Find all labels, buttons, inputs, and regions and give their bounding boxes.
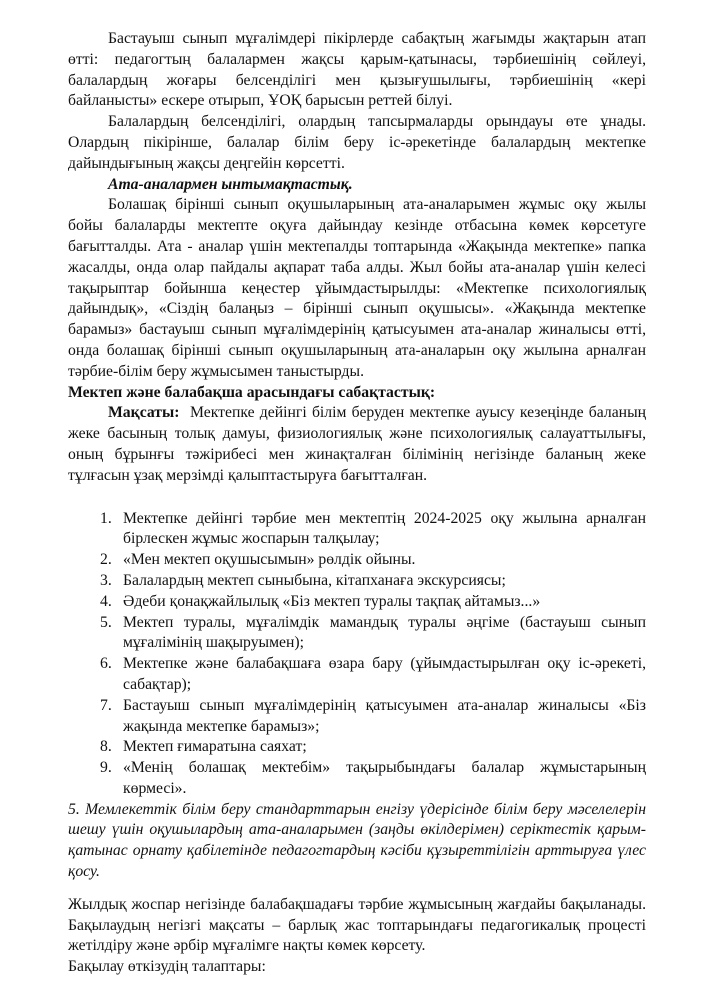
paragraph-teacher-feedback: Бастауыш сынып мұғалімдері пікірлерде сабақтың жағымды жақтарын атап өтті: педагогтың балалармен жақсы қарым-қатынасы, тәрбиешінің сөйлеуі, балалардың жоғары белсенділігі мен қызығушылығы, тәрбиешінің «кері байланысты» ескере отырып, ҰОҚ барысын реттей білуі. (68, 30, 646, 110)
list-item: 3. Балалардың мектеп сыныбына, кітапханаға экскурсиясы; (100, 571, 506, 589)
list-item: 6. Мектепке және балабақшаға өзара бару (ұйымдастырылған оқу іс-әрекеті, сабақтар); (100, 655, 646, 693)
list-item: 4. Әдеби қонақжайлылық «Біз мектеп туралы тақпақ айтамыз...» (100, 592, 541, 610)
activity-list (68, 509, 646, 800)
spacer (68, 487, 646, 509)
paragraph-control-requirements: Бақылау өткізудің талаптары: (68, 958, 266, 976)
goal-label: Мақсаты: (108, 404, 180, 422)
list-item: 8. Мектеп ғимаратына саяхат; (100, 738, 307, 756)
paragraph-goal (68, 403, 646, 486)
heading-parents-cooperation: Ата-аналармен ынтымақтастық. (108, 175, 353, 193)
document-page (68, 29, 646, 978)
paragraph-children-activity: Балалардың белсенділігі, олардың тапсырмаларды орындауы өте ұнады. Олардың пікірінше, балалар білім беру іс-әрекетінде балалардың мектепке дайындығының жақсы деңгейін көрсетті. (68, 113, 646, 172)
list-item: 5. Мектеп туралы, мұғалімдік мамандық туралы әңгіме (бастауыш сынып мұғалімінің шақыруымен); (100, 613, 646, 652)
spacer (68, 883, 646, 895)
goal-text: Мектепке дейінгі білім беруден мектепке ауысу кезеңінде баланың жеке басының толық дамуы, физиологиялық және психологиялық салауаттылығы, оның бұрынғы тәжірибесі мен жинақталған білімінің негізінде баланың жеке тұлғасын ұзақ мерзімді қалыптастыруға бағытталған. (68, 404, 646, 484)
note-standards: 5. Мемлекеттік білім беру стандарттарын енгізу үдерісінде білім беру мәселелерін шешу үшін оқушылардың ата-аналарымен (заңды өкілдерімен) серіктестік қарым-қатынас орнату қабілетінде педагогтардың кәсіби құзыреттілігін арттыруға үлес қосу. (68, 800, 646, 881)
list-item: 9. «Менің болашақ мектебім» тақырыбындағы балалар жұмыстарының көрмесі». (100, 759, 646, 797)
list-item: 1. Мектепке дейінгі тәрбие мен мектептің 2024-2025 оқу жылына арналған бірлескен жұмыс жоспарын талқылау; (100, 509, 646, 548)
heading-school-kindergarten-continuity: Мектеп және балабақша арасындағы сабақтастық: (68, 383, 436, 401)
list-item: 2. «Мен мектеп оқушысымын» рөлдік ойыны. (100, 551, 416, 569)
list-item: 7. Бастауыш сынып мұғалімдерінің қатысуымен ата-аналар жиналысы «Біз жақында мектепке барамыз»; (100, 696, 646, 735)
paragraph-parents-work: Болашақ бірінші сынып оқушыларының ата-аналарымен жұмыс оқу жылы бойы балаларды мектепте оқуға дайындау кезінде отбасына көмек көрсетуге бағытталды. Ата - аналар үшін мектепалды топтарында «Жақында мектепке» папка жасалды, онда олар пайдалы ақпарат таба алды. Жыл бойы ата-аналар үшін келесі тақырыптар бойынша кеңестер ұйымдастырылды: «Мектепке психологиялық дайындық», «Сіздің балаңыз – бірінші сынып оқушысы». «Жақында мектепке барамыз» бастауыш сынып мұғалімдерінің қатысуымен ата-аналар жиналысы өтті, онда болашақ бірінші сынып оқушыларының ата-аналарын оқу жылына арналған тәрбие-білім беру жұмысымен таныстырды. (68, 196, 646, 380)
paragraph-annual-plan: Жылдық жоспар негізінде балабақшадағы тәрбие жұмысының жағдайы бақыланады. Бақылаудың негізгі мақсаты – барлық жас топтарындағы педагогикалық процесті жетілдіру және әрбір мұғалімге нақты көмек көрсету. (68, 895, 646, 955)
